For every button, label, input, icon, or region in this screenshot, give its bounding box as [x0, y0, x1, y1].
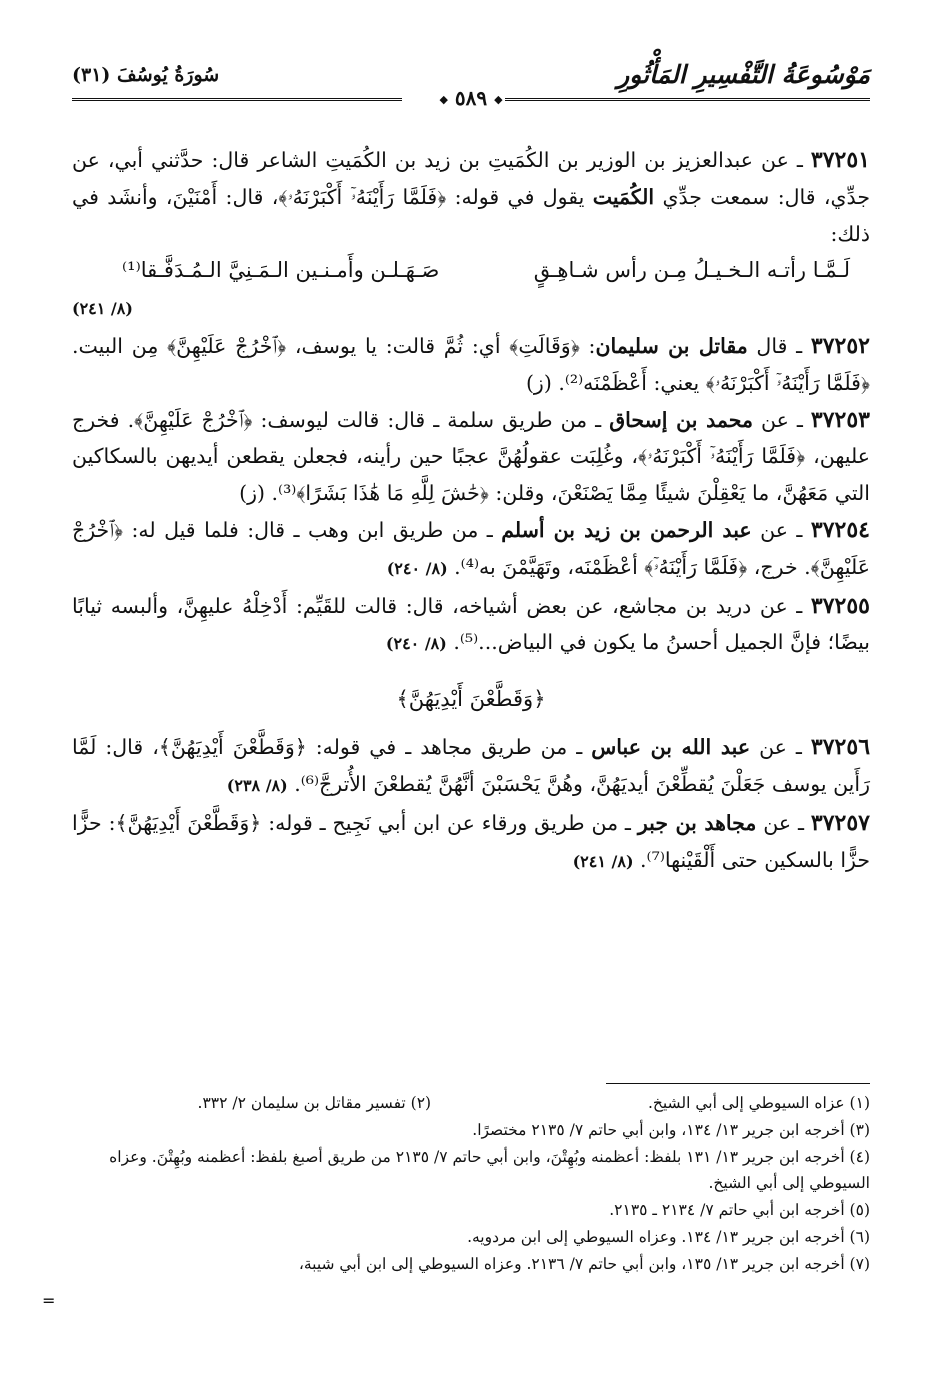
narrator-name: عبد الله بن عباس [591, 735, 751, 760]
narrator-name: الكُمَيت [592, 184, 655, 209]
page-number: ◆ ٥٨٩ ◆ [439, 86, 503, 110]
poem-verse [72, 252, 870, 289]
entry-text: ـ عن [756, 810, 811, 835]
source-reference: (٨/ ٢٤٠) [385, 634, 447, 654]
entry-text: ـ من طريق ورقاء عن ابن أبي نَجِيح ـ قوله: ﴿وَقَطَّعْنَ أَيْدِيَهُنَّ﴾: حزًّا حزًّا بالسكين حتى أَلْقَيْنها⁽⁷⁾. [72, 810, 870, 872]
entry-number: ٣٧٢٥٥ [810, 592, 870, 619]
source-reference: (٨/ ٢٣٨) [226, 775, 288, 795]
narrator-name: عبد الرحمن بن زيد بن أسلم [501, 517, 752, 542]
running-header [72, 60, 870, 110]
footnote-row [72, 1090, 870, 1117]
entry-text: ـ عن دريد بن مجاشع، عن بعض أشياخه، قال: قالت للقَيِّم: أَدْخِلْهُ عليهِنَّ، وألبسه ثيابًا بيضًا؛ فإنَّ الجميل أحسنُ ما يكون في البياض...⁽⁵⁾. [72, 593, 870, 655]
surah-label: سُورَةُ يُوسُفَ (٣١) [72, 64, 220, 86]
verse-hemistich-1: لَـمَّـا رأتـه الـخـيـلُ مِـن رأس شـاهِـقٍ [533, 258, 850, 283]
hadith-entry [72, 142, 870, 252]
entry-number: ٣٧٢٥٧ [810, 809, 870, 836]
footnote-2: (٢) تفسير مقاتل بن سليمان ٢/ ٣٣٢. [197, 1094, 432, 1112]
footnote-4: (٤) أخرجه ابن جرير ١٣/ ١٣١ بلفظ: أعظمنه وبُهِتْنَ، وابن أبي حاتم ٧/ ٢١٣٥ من طريق أصبغ بلفظ: أعظمنه وبُهِتْنَ. وعزاه السيوطي إلى أبي الشيخ. [109, 1147, 870, 1193]
hadith-entry [72, 512, 870, 588]
main-text [72, 142, 870, 880]
footnotes [72, 1090, 870, 1278]
hadith-entry [72, 328, 870, 402]
footnote-7: (٧) أخرجه ابن جرير ١٣/ ١٣٥، وابن أبي حاتم ٧/ ٢١٣٦. وعزاه السيوطي إلى ابن أبي شيبة، [298, 1254, 870, 1273]
entry-text: ـ قال [747, 333, 811, 358]
reference-line [72, 289, 870, 328]
hadith-entry [72, 588, 870, 664]
footnote-5: (٥) أخرجه ابن أبي حاتم ٧/ ٢١٣٤ ـ ٢١٣٥. [609, 1201, 870, 1220]
narrator-name: محمد بن إسحاق [609, 407, 753, 432]
verse-hemistich-2: صَـهَـلـن وأَمـنـين الـمَـنِيَّ الـمُـدَفَّـقا⁽¹⁾ [122, 258, 440, 283]
hadith-entry [72, 729, 870, 805]
hadith-entry [72, 805, 870, 881]
entry-text: ـ من طريق مجاهد ـ في قوله: ﴿وَقَطَّعْنَ أَيْدِيَهُنَّ﴾، قال: لَمَّا رَأَين يوسف جَعَلْنَ يُقطِّعْنَ أيديَهُنَّ، وهُنَّ يَحْسَبْنَ أنَّهُنَّ يُقطعْنَ الأُترجَّ⁽⁶⁾. [72, 735, 870, 796]
hadith-entry [72, 402, 870, 512]
entry-text: : ﴿وَقَالَتِ﴾ أي: ثُمَّ قالت: يا يوسف، ﴿ٱخْرُجْ عَلَيْهِنَّ﴾ مِن البيت. ﴿فَلَمَّا رَأَيْنَهُۥٓ أَكْبَرْنَهُۥ﴾ يعني: أَعْظَمْنَه⁽²⁾. (ز) [72, 333, 870, 395]
entry-text: ـ عن عبدالعزيز بن الوزير بن الكُمَيتِ بن زيد بن الكُمَيتِ الشاعر قال: حدَّثني أبي، عن جدِّي، قال: سمعت جدِّي [72, 148, 870, 209]
narrator-name: مقاتل بن سليمان [595, 333, 748, 358]
ornament-icon: ◆ [494, 93, 503, 106]
source-reference: (٨/ ٢٤١) [72, 299, 133, 319]
entry-text: ـ من طريق ابن وهب ـ قال: فلما قيل له: ﴿ٱخْرُجْ عَلَيْهِنَّ﴾. خرج، ﴿فَلَمَّا رَأَيْنَهُۥٓ﴾ أعْظَمْنَه، وتَهَيَّمْنَ به⁽⁴⁾. [72, 517, 870, 579]
entry-number: ٣٧٢٥١ [810, 147, 870, 173]
entry-text: ـ عن [752, 407, 811, 432]
entry-text: يقول في قوله: ﴿فَلَمَّا رَأَيْنَهُۥٓ أَكْبَرْنَهُۥ﴾، قال: أَمْنَيْنَ، وأنشَد في ذلك: [72, 184, 870, 246]
narrator-name: مجاهد بن جبر [637, 810, 757, 835]
entry-text: ـ عن [750, 735, 811, 760]
entry-text: ـ من طريق سلمة ـ قال: قالت ليوسف: ﴿ٱخْرُجْ عَلَيْهِنَّ﴾. فخرج عليهن، ﴿فَلَمَّا رَأَيْنَهُۥٓ أَكْبَرْنَهُۥ﴾، وغُلِبَت عقولُهُنَّ عجبًا حين رأينه، فجعلن يقطعن أيديهن بالسكاكين التي مَعَهُنَّ، ما يَعْقِلْنَ شيئًا مِمَّا يَصْنَعْنَ، وقلن: ﴿حَٰشَ لِلَّهِ مَا هَٰذَا بَشَرًا﴾⁽³⁾. (ز) [72, 407, 870, 506]
source-reference: (٨/ ٢٤٠) [386, 558, 448, 578]
footnote-6: (٦) أخرجه ابن جرير ١٣/ ١٣٤. وعزاه السيوطي إلى ابن مردويه. [467, 1227, 870, 1246]
entry-number: ٣٧٢٥٣ [810, 406, 870, 433]
footnote-separator [606, 1083, 870, 1084]
book-title: مَوْسُوعَةُ التَّفْسِيرِ المَأْثُورِ [617, 60, 870, 89]
source-reference: (٨/ ٢٤١) [572, 851, 634, 871]
footnote-1: (١) عزاه السيوطي إلى أبي الشيخ. [647, 1094, 870, 1112]
footnote-3: (٣) أخرجه ابن جرير ١٣/ ١٣٤، وابن أبي حاتم ٧/ ٢١٣٥ مختصرًا. [472, 1120, 870, 1139]
ornament-icon: ◆ [439, 93, 448, 106]
entry-number: ٣٧٢٥٦ [810, 734, 871, 761]
entry-number: ٣٧٢٥٢ [810, 332, 870, 359]
continuation-mark: = [42, 1291, 56, 1310]
section-heading: ﴿وَقَطَّعْنَ أَيْدِيَهُنَّ﴾ [396, 687, 546, 712]
entry-text: ـ عن [751, 517, 811, 542]
entry-number: ٣٧٢٥٤ [810, 516, 870, 543]
